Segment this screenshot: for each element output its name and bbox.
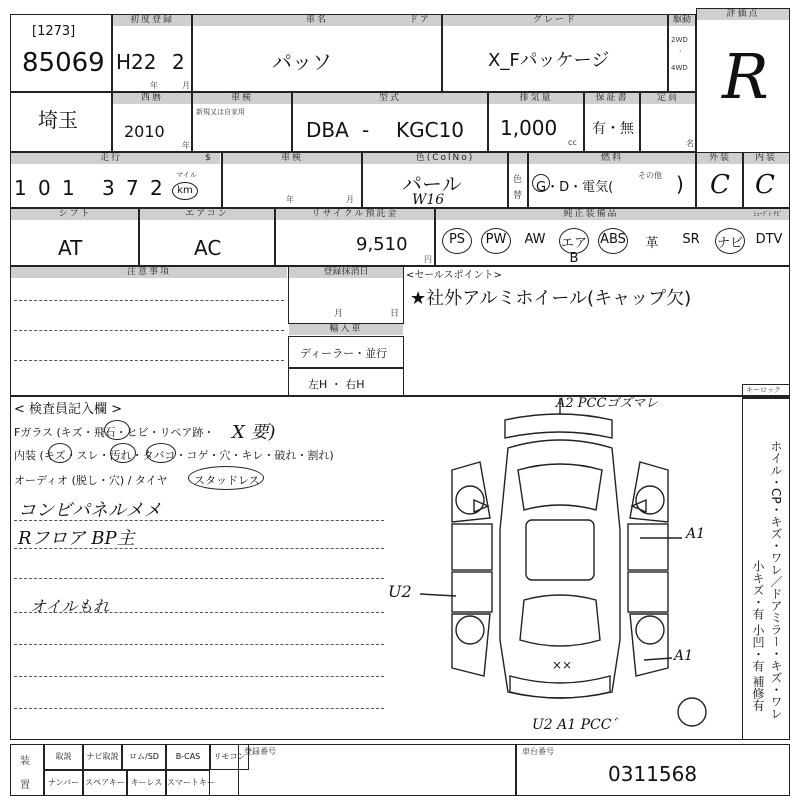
western-header: 西暦 — [112, 93, 192, 104]
capacity-header: 定員 — [640, 93, 696, 104]
handwritten-note-2: Rフロア BP主 — [18, 528, 135, 549]
equipment-item: SR — [682, 232, 700, 247]
equipment-circle — [559, 228, 589, 254]
flying-stone-circle — [104, 420, 130, 440]
reg-month: 2 — [172, 50, 185, 74]
caution-line — [14, 360, 284, 361]
fuel-close: ) — [676, 172, 684, 196]
color-header: 色(ColNo) — [362, 153, 528, 164]
inspector-line1-mark: X 要) — [232, 422, 276, 443]
cc-unit: cc — [568, 138, 577, 147]
mileage-digit-3: 1 — [62, 176, 75, 200]
fuel-other: その他 — [638, 171, 662, 180]
grade: X_Fパッケージ — [488, 50, 610, 71]
footer-item: スマートキー — [166, 770, 210, 796]
diagram-bottom-note: U2 A1 PCCﾞ — [532, 717, 619, 733]
footer-item: 取説 — [44, 744, 83, 770]
side-legend-col2: 小キズ・有 小凹・有 補修有 — [751, 560, 765, 712]
model-code: KGC10 — [396, 118, 465, 142]
scratch-circle — [48, 443, 72, 463]
equipment-circle — [598, 228, 628, 254]
car-name-header: 車名 — [192, 15, 442, 26]
handwritten-note-3: オイルもれ — [30, 597, 110, 616]
side-legend-col1: ホイル・CP・キズ・ワレ／ドアミラー・キズ・ワレ — [769, 440, 783, 720]
sales-header: <セールスポイント> — [406, 270, 502, 281]
fuel-header: 燃料 — [528, 153, 696, 164]
year-unit: 年 — [150, 81, 158, 90]
insp-month-unit: 月 — [346, 195, 354, 204]
aircon-header: エアコン — [139, 209, 275, 220]
first-reg-header: 初度登録 — [112, 15, 192, 26]
write-line — [14, 548, 384, 549]
inspector-line3-circled: スタッドレス — [194, 474, 260, 487]
mileage-digit-2: 0 — [38, 176, 51, 200]
chassis-label: 車台番号 — [522, 747, 554, 756]
car-name: パッソ — [272, 50, 332, 74]
chassis-number: 0311568 — [608, 762, 698, 786]
footer-item: ナンバー — [44, 770, 83, 796]
equipment-item: AW — [524, 232, 546, 247]
equipment-item: ナビ — [716, 236, 743, 251]
shift: AT — [58, 236, 83, 260]
score-header: 評価点 — [697, 9, 789, 20]
fuel: G・D・電気( — [536, 180, 614, 195]
footer-item: ナビ取説 — [83, 744, 122, 770]
write-line — [14, 676, 384, 677]
recycle-cell — [275, 208, 435, 266]
inspection-note: 新規又は自家用 — [196, 108, 245, 116]
lot-bracket: [1273] — [32, 24, 76, 39]
equipment-item: DTV — [755, 232, 783, 247]
displacement-header: 排気量 — [488, 93, 584, 104]
caution-header: 注意事項 — [11, 267, 287, 278]
exterior: C — [710, 170, 730, 200]
cert-cell — [238, 744, 516, 796]
footer-item: リモコン — [210, 744, 249, 770]
footer-label-top: 装 — [20, 756, 30, 767]
recycle-amount: 9,510 — [356, 234, 408, 255]
diagram-top-note: A2 PCCゴズマレ — [556, 396, 659, 411]
diagram-inner-xx: ×× — [552, 658, 573, 672]
equipment-item: PW — [485, 232, 507, 247]
caution-line — [14, 330, 284, 331]
mileage-digit-6: 2 — [150, 176, 163, 200]
dealer-text: ディーラー・並行 — [300, 347, 388, 360]
inspection-header-3: 車検 — [222, 153, 362, 164]
color-no: W16 — [412, 192, 445, 208]
reg-date-header: 登録抹消日 — [289, 267, 403, 278]
studless-circle — [188, 466, 264, 490]
equipment-item: PS — [448, 232, 466, 247]
inspector-line3: オーディオ (脱し・穴) / タイヤ — [14, 474, 168, 487]
reg-day-unit: 日 — [390, 309, 400, 319]
diagram-u2: U2 — [388, 582, 412, 601]
color: パール — [402, 172, 462, 196]
mileage-digit-5: 7 — [126, 176, 139, 200]
write-line — [14, 520, 384, 521]
inspector-title: < 検査員記入欄 > — [14, 402, 123, 417]
caution-line — [14, 300, 284, 301]
model-header: 型式 — [292, 93, 488, 104]
write-line — [14, 578, 384, 579]
keylock-label: キーロック — [746, 386, 781, 394]
equipment-item: 革 — [645, 236, 659, 251]
month-unit: 月 — [182, 81, 190, 90]
drive-cell — [668, 14, 696, 92]
model-dash: - — [362, 118, 370, 142]
color-change-1: 色 — [513, 175, 523, 185]
interior-header: 内装 — [743, 153, 789, 164]
equipment-circle — [715, 228, 745, 254]
mileage-digit-1: 1 — [14, 176, 27, 200]
equipment-circle — [442, 228, 472, 254]
drive-4wd: 4WD — [671, 64, 688, 72]
sales-point: ★社外アルミホイール(キャップ欠) — [410, 288, 692, 309]
yen-unit: 円 — [424, 255, 432, 264]
aircon: AC — [194, 236, 222, 260]
equipment-circle — [481, 228, 511, 254]
inspector-line2: 内装 (キズ・スレ・汚れ・タバコ・コゲ・穴・キレ・破れ・割れ) — [14, 449, 334, 462]
person-unit: 名 — [686, 139, 694, 148]
drive-2wd: 2WD — [671, 36, 688, 44]
pre-header: ｼｭｰﾌﾞﾚ ﾅﾋﾞ — [747, 209, 789, 220]
mile-text: マイル — [176, 171, 197, 179]
footer-item: スペアキー — [83, 770, 127, 796]
mileage-header: 走行 — [11, 153, 211, 164]
lot-number: 85069 — [22, 48, 105, 78]
tobacco-circle — [146, 443, 176, 463]
drive-header: 駆動 — [668, 15, 696, 26]
cert-label: 登録番号 — [244, 747, 276, 756]
recycle-header: リサイクル預託金 — [275, 209, 435, 220]
reg-month-unit: 月 — [334, 309, 344, 319]
mileage-unit-header: $ — [198, 153, 220, 164]
exterior-header: 外装 — [697, 153, 743, 164]
warranty: 有・無 — [592, 121, 634, 137]
grade-header: グレード — [442, 15, 668, 26]
warranty-header: 保証書 — [584, 93, 640, 104]
shift-header: シフト — [11, 209, 139, 220]
footer-item: B-CAS — [166, 744, 210, 770]
handwritten-note-1: コンビパネルメメ — [18, 500, 162, 521]
color-change-2: 替 — [513, 191, 523, 201]
equipment-item: エアB — [560, 236, 587, 266]
region: 埼玉 — [38, 108, 78, 132]
write-line — [14, 644, 384, 645]
write-line — [14, 708, 384, 709]
year-unit-2: 年 — [182, 141, 190, 150]
diagram-a1-lower: A1 — [674, 648, 694, 664]
write-line — [14, 612, 384, 613]
footer-item: ロム/SD — [122, 744, 166, 770]
inspection-header: 車検 — [192, 93, 292, 104]
footer-item: キーレス — [127, 770, 166, 796]
year: 2010 — [124, 122, 165, 141]
era-year: H22 — [116, 50, 157, 74]
footer-label-bottom: 置 — [20, 780, 30, 791]
score-value: R — [722, 40, 769, 113]
dirt-circle — [110, 443, 136, 463]
mileage-digit-4: 3 — [102, 176, 115, 200]
fuel-circle — [532, 174, 550, 192]
km-circled: km — [172, 182, 198, 200]
import-header: 輸入車 — [289, 324, 403, 335]
displacement: 1,000 — [500, 116, 558, 140]
interior: C — [755, 170, 775, 200]
model-prefix: DBA — [306, 118, 349, 142]
insp-year-unit: 年 — [286, 195, 294, 204]
equipment-header: 純正装備品 — [435, 209, 747, 220]
inspector-line1: Fガラス (キズ・飛石・ヒビ・リペア跡・ — [14, 426, 215, 439]
handle-text: 左H ・ 右H — [308, 378, 365, 391]
drive-dot: · — [679, 47, 682, 56]
door-header: ドア — [400, 15, 440, 26]
inspection-cell — [192, 92, 292, 152]
diagram-a1-upper: A1 — [686, 526, 706, 542]
equipment-item: ABS — [600, 232, 626, 247]
